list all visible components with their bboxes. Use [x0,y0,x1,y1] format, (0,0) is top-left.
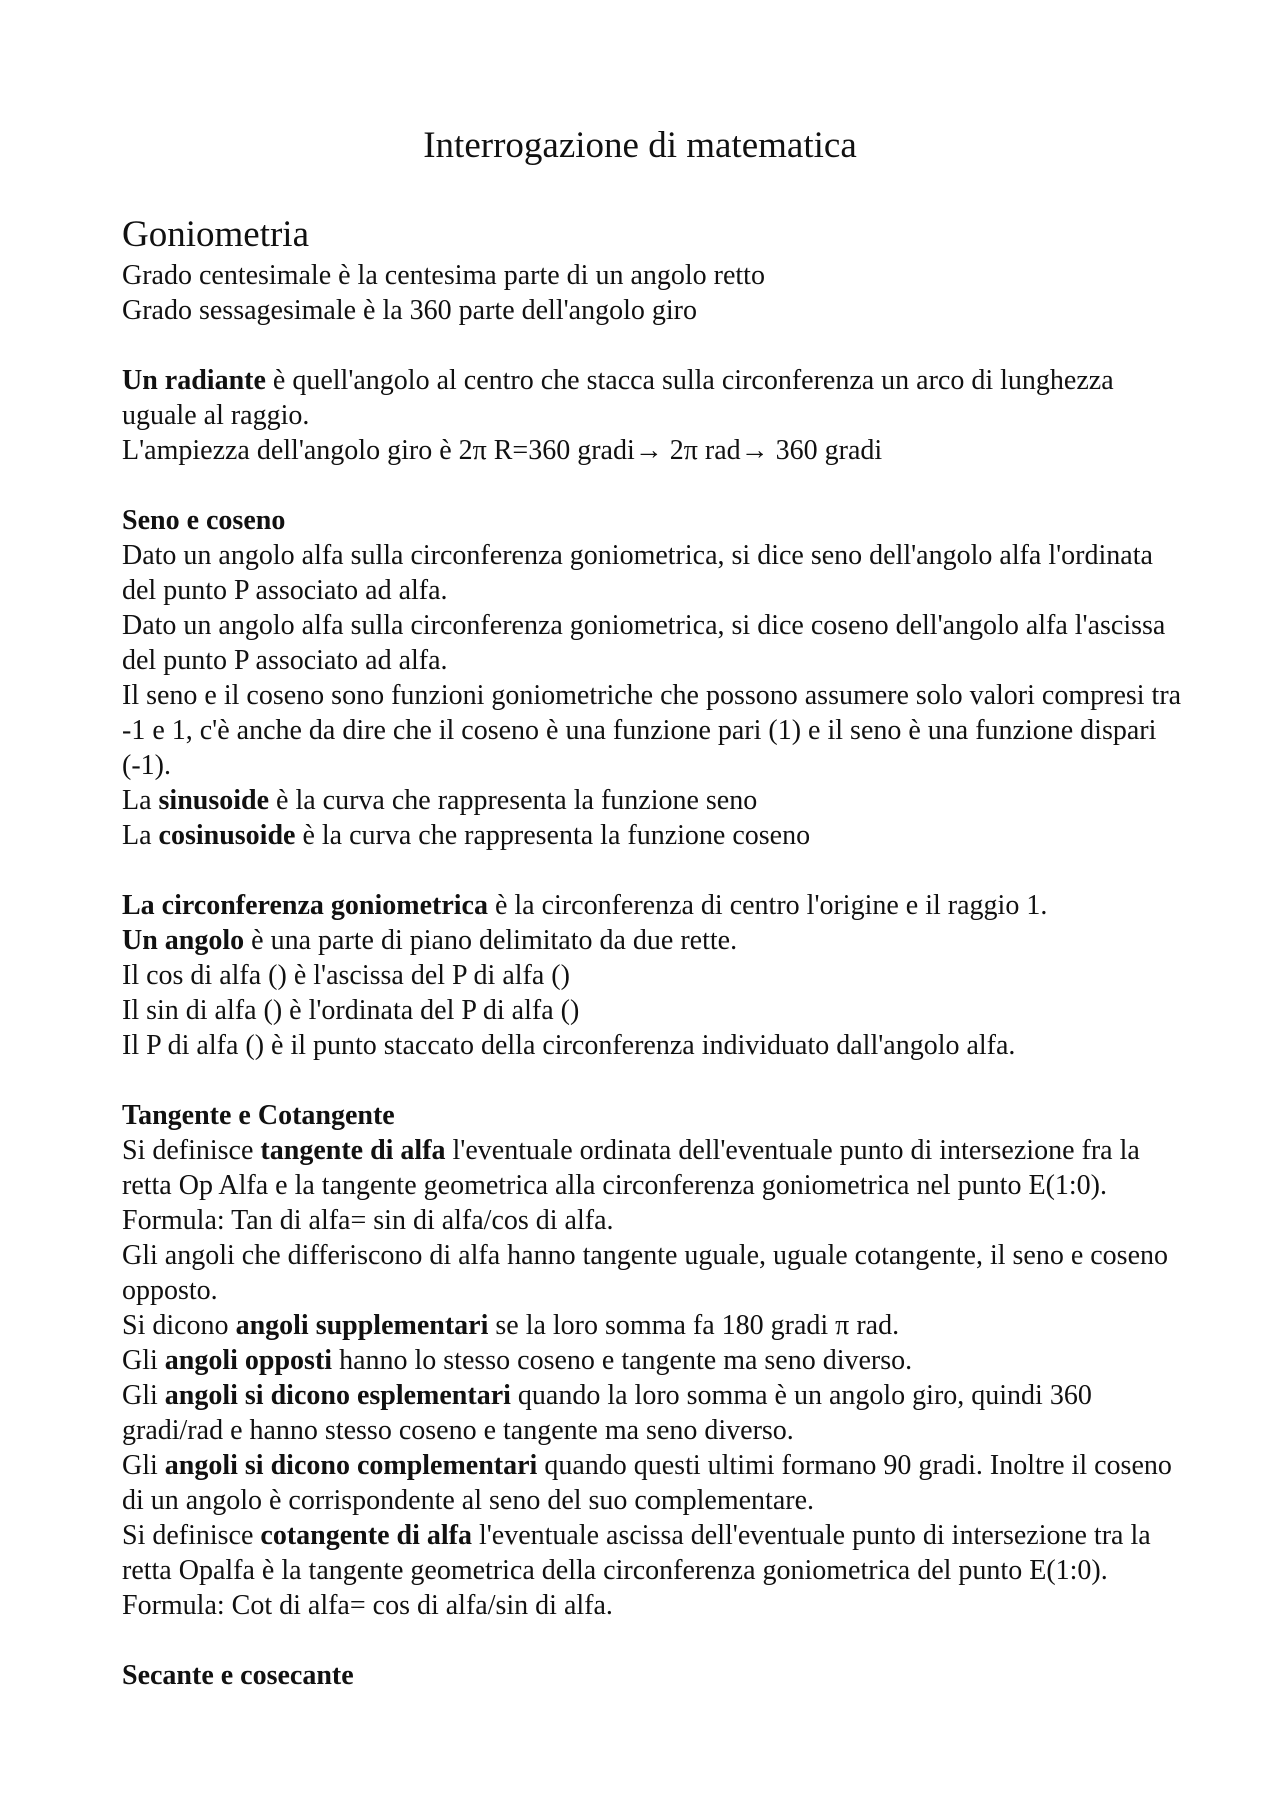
heading-tangente-cotangente-text: Tangente e Cotangente [122,1100,395,1131]
text-fragment: è la curva che rappresenta la funzione seno [269,785,758,816]
paragraph-p-alfa: Il P di alfa () è il punto staccato della circonferenza individuato dall'angolo alfa. [122,1030,1016,1061]
document-body [122,258,1182,1693]
paragraph-tangente-def [122,1133,1182,1238]
text-fragment: è la circonferenza di centro l'origine e il raggio 1. [487,890,1048,921]
text-fragment: Si definisce [122,1135,261,1166]
paragraph-angolo [122,923,1182,958]
paragraph-complementari [122,1448,1182,1518]
heading-tangente-cotangente [122,1098,1182,1133]
paragraph-seno-def: Dato un angolo alfa sulla circonferenza goniometrica, si dice seno dell'angolo alfa l'ordinata del punto P associato ad alfa. [122,540,1153,606]
paragraph-seno-coseno-valori: Il seno e il coseno sono funzioni goniometriche che possono assumere solo valori compresi tra -1 e 1, c'è anche da dire che il coseno è una funzione pari (1) e il seno è una funzione dispari (-1). [122,680,1182,781]
paragraph-cos-alfa: Il cos di alfa () è l'ascissa del P di alfa () [122,960,570,991]
paragraph-angoli-differiscono: Gli angoli che differiscono di alfa hanno tangente uguale, uguale cotangente, il seno e coseno opposto. [122,1240,1169,1306]
paragraph-esplementari [122,1378,1182,1448]
text-fragment: Gli [122,1345,165,1376]
heading-seno-coseno-text: Seno e coseno [122,505,286,536]
text-fragment: quando questi ultimi formano 90 gradi. Inoltre il coseno di un angolo è corrispondente al seno del suo complementare. [122,1450,1172,1516]
paragraph-cotangente-def [122,1518,1182,1623]
text-fragment: è una parte di piano delimitato da due rette. [244,925,738,956]
text-fragment: è la curva che rappresenta la funzione coseno [295,820,811,851]
text-fragment: l'eventuale ascissa dell'eventuale punto di intersezione tra la retta Opalfa è la tangente geometrica della circonferenza goniometrica del punto E(1:0). Formula: Cot di alfa= cos di alfa/sin di alfa. [122,1520,1151,1621]
text-fragment: La [122,785,159,816]
paragraph-radiante-text: è quell'angolo al centro che stacca sulla circonferenza un arco di lunghezza uguale al raggio. [122,365,1114,431]
text-fragment: hanno lo stesso coseno e tangente ma seno diverso. [332,1345,913,1376]
term-angoli-opposti: angoli opposti [164,1345,333,1376]
paragraph-cosinusoide [122,818,1182,853]
paragraph-coseno-def: Dato un angolo alfa sulla circonferenza goniometrica, si dice coseno dell'angolo alfa l'ascissa del punto P associato ad alfa. [122,610,1166,676]
text-fragment: Gli [122,1450,165,1481]
heading-seno-coseno [122,503,1182,538]
term-sinusoide: sinusoide [158,785,270,816]
text-fragment: quando la loro somma è un angolo giro, quindi 360 gradi/rad e hanno stesso coseno e tangente ma seno diverso. [122,1380,1092,1446]
term-tangente-di-alfa: tangente di alfa [260,1135,446,1166]
paragraph-sinusoide [122,783,1182,818]
heading-secante-cosecante-text: Secante e cosecante [122,1660,354,1691]
term-angoli-supplementari: angoli supplementari [235,1310,489,1341]
document-title: Interrogazione di matematica [423,125,857,166]
term-circonferenza-goniometrica: La circonferenza goniometrica [122,890,488,921]
term-angoli-complementari: angoli si dicono complementari [164,1450,538,1481]
paragraph-supplementari [122,1308,1182,1343]
section-title-goniometria: Goniometria [122,214,310,255]
term-cosinusoide: cosinusoide [158,820,296,851]
paragraph-grado-sessagesimale: Grado sessagesimale è la 360 parte dell'angolo giro [122,295,697,326]
heading-secante-cosecante [122,1658,1182,1693]
paragraph-grado-centesimale: Grado centesimale è la centesima parte di un angolo retto [122,260,765,291]
text-fragment: Si definisce [122,1520,261,1551]
term-cotangente-di-alfa: cotangente di alfa [260,1520,472,1551]
paragraph-circonferenza [122,888,1182,923]
paragraph-radiante [122,363,1182,433]
term-angolo: Un angolo [122,925,245,956]
paragraph-sin-alfa: Il sin di alfa () è l'ordinata del P di alfa () [122,995,580,1026]
text-fragment: La [122,820,159,851]
term-radiante: Un radiante [122,365,266,396]
text-fragment: l'eventuale ordinata dell'eventuale punto di intersezione fra la retta Op Alfa e la tangente geometrica alla circonferenza goniometrica nel punto E(1:0). Formula: Tan di alfa= sin di alfa/cos di alfa. [122,1135,1140,1236]
term-angoli-esplementari: angoli si dicono esplementari [164,1380,511,1411]
text-fragment: se la loro somma fa 180 gradi π rad. [488,1310,900,1341]
text-fragment: Si dicono [122,1310,236,1341]
paragraph-opposti [122,1343,1182,1378]
text-fragment: Gli [122,1380,165,1411]
paragraph-ampiezza: L'ampiezza dell'angolo giro è 2π R=360 gradi→ 2π rad→ 360 gradi [122,435,883,466]
